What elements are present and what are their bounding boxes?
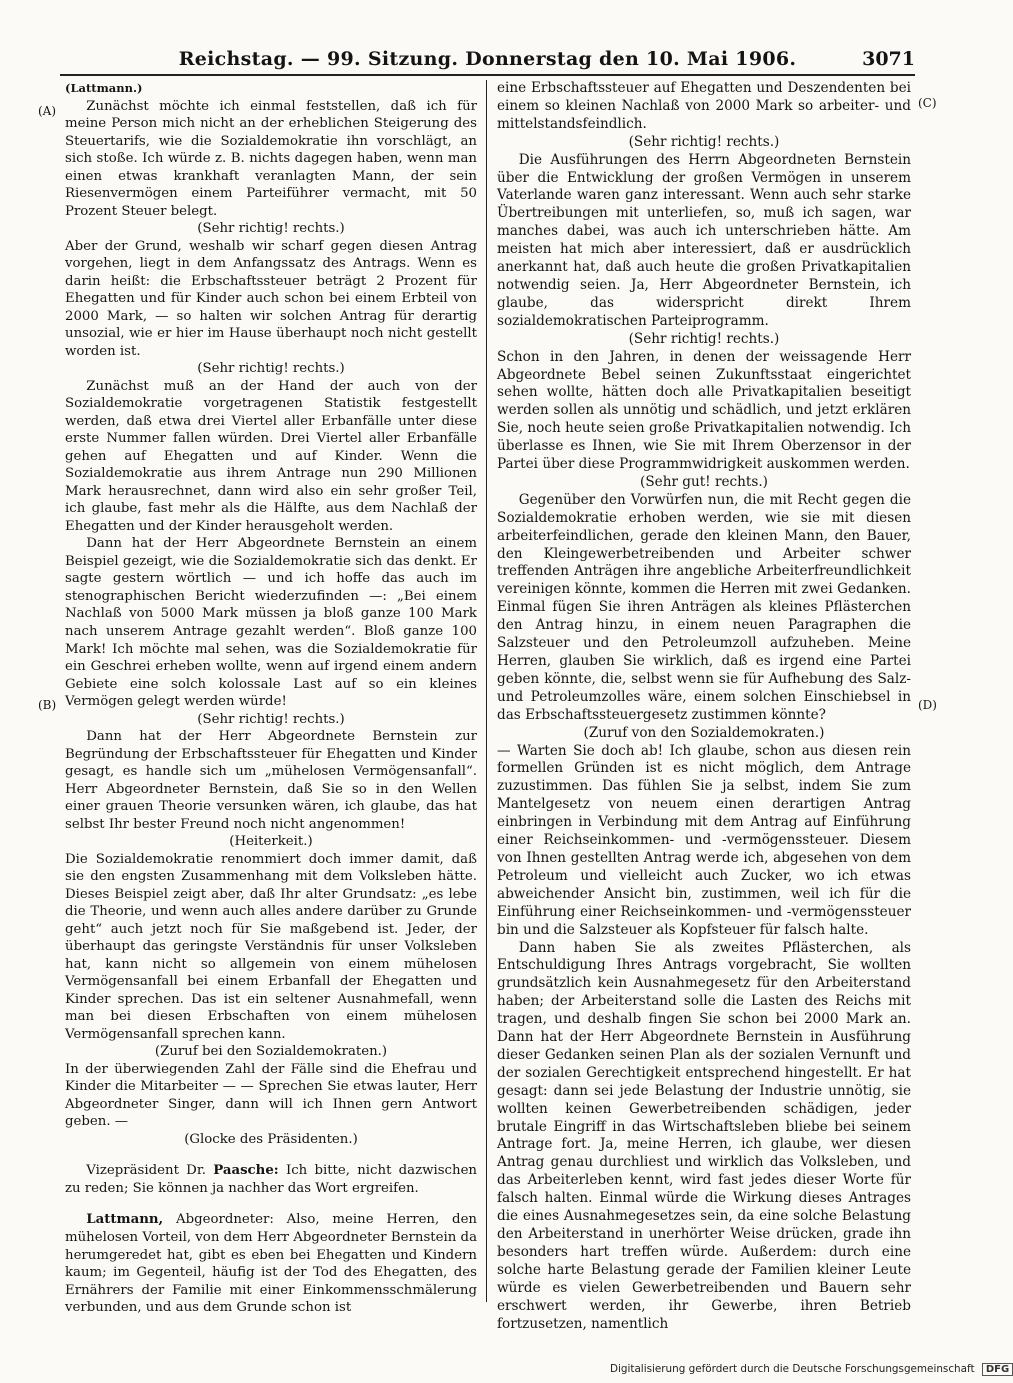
speaker-tag: (Lattmann.)	[65, 81, 143, 95]
header-title: Reichstag. — 99. Sitzung. Donnerstag den 10. Mai 1906.	[178, 48, 797, 70]
speaker-text: Abgeordneter: Also, meine Herren, den mühelosen Vorteil, von dem Herr Abgeordneter Bernstein da herumgeredet hat, gibt es eben bei Ehegatten und Kindern kaum; im Gegenteil, häufig ist der Tod des Ehegatten, des Ernährers der Familie mit einer Einkommensschmälerung verbunden, und aus dem Grunde schon ist	[65, 1212, 477, 1316]
reaction: (Sehr richtig! rechts.)	[628, 330, 780, 347]
dfg-logo: DFG	[982, 1363, 1013, 1376]
column-divider	[486, 80, 487, 1302]
speaker-paragraph	[65, 1211, 477, 1316]
vp-label: Vizepräsident Dr.	[86, 1163, 214, 1179]
page-number: 3071	[862, 48, 915, 70]
vp-text: Ich bitte, nicht dazwischen zu reden; Sie können ja nachher das Wort ergreifen.	[65, 1163, 477, 1196]
margin-marker-b: (B)	[38, 698, 57, 712]
paragraph: Zunächst möchte ich einmal feststellen, daß ich für meine Person mich nicht an der erheblichen Steigerung des Steuertarifs, wie die Sozialdemokratie ihn vorschlägt, an sich stoße. Ich würde z. B. nichts dagegen haben, wenn man einen etwas krankhaft veranlagten Mann, der sein Riesenvermögen einem Parteiführer vermacht, mit 50 Prozent Steuer belegt.	[65, 98, 477, 219]
right-column	[497, 80, 911, 1333]
paragraph: Gegenüber den Vorwürfen nun, die mit Recht gegen die Sozialdemokratie erhoben werden, wie sie mit diesen arbeiterfeindlichen, gerade den kleinen Mann, den Bauer, den Kleingewerbetreibenden und Arbeiter schwer treffenden Anträgen ihre angebliche Arbeiterfreundlichkeit vereinigen könnte, kommen die Herren mit zwei Gedanken. Einmal fügen Sie ihren Anträgen als kleines Pflästerchen den Antrag hinzu, in einem neuen Paragraphen die Salzsteuer und den Petroleumzoll aufzuheben. Meine Herren, glauben Sie wirklich, daß es irgend eine Partei geben könnte, die, selbst wenn sie für Aufhebung des Salz- und Petroleumzolles wäre, einem solchen Einschiebsel in das Erbschaftssteuergesetz zustimmen könnte?	[497, 491, 911, 723]
reaction: (Heiterkeit.)	[229, 834, 313, 850]
paragraph: In der überwiegenden Zahl der Fälle sind die Ehefrau und Kinder die Mitarbeiter — — Sprechen Sie etwas lauter, Herr Abgeordneter Singer, dann will ich Ihnen gern Antwort geben. —	[65, 1061, 477, 1130]
reaction: (Sehr richtig! rechts.)	[628, 133, 780, 150]
paragraph: — Warten Sie doch ab! Ich glaube, schon aus diesen rein formellen Gründen ist es nicht möglich, dem Antrage zuzustimmen. Das fühlen Sie ja selbst, indem Sie zum Mantelgesetz von neuem einen derartigen Antrag einbringen in Verbindung mit dem Antrag auf Einführung einer Reichseinkommen- und -vermögenssteuer. Diesem von Ihnen gestellten Antrag werde ich, abgesehen von dem Petroleum und vielleicht auch Zucker, wo ich etwas abweichender Ansicht bin, zustimmen, weil ich für die Einführung einer Reichseinkommen- und -vermögenssteuer bin und die Salzsteuer als Kopfsteuer für falsch halte.	[497, 742, 911, 938]
paragraph: Die Sozialdemokratie renommiert doch immer damit, daß sie den engsten Zusammenhang mit dem Volksleben hätte. Dieses Beispiel zeigt aber, daß Ihr alter Grundsatz: „es lebe die Theorie, und wenn auch alles andere darüber zu Grunde geht“ auch jetzt noch für Sie maßgebend ist. Jeder, der überhaupt das geringste Verständnis für unser Volksleben hat, kann nicht so allgemein von einem mühelosen Vermögensanfall bei einem Erbanfall der Ehegatten und Kinder sprechen. Das ist ein seltener Ausnahmefall, wenn man bei diesen Erbschaften von einem mühelosen Vermögensanfall sprechen kann.	[65, 851, 477, 1042]
paragraph: Dann hat der Herr Abgeordnete Bernstein an einem Beispiel gezeigt, wie die Sozialdemokratie sich das denkt. Er sagte gestern wörtlich — und ich hoffe das auch im stenographischen Bericht wiederzufinden —: „Bei einem Nachlaß von 5000 Mark müssen ja bloß ganze 100 Mark nach unserem Antrage gezahlt werden“. Bloß ganze 100 Mark! Ich möchte mal sehen, was die Sozialdemokratie für ein Geschrei erheben wollte, wenn auf irgend einem andern Gebiete eine solch kolossale Last auf so ein kleines Vermögen gelegt werden würde!	[65, 536, 477, 710]
paragraph: eine Erbschaftssteuer auf Ehegatten und Deszendenten bei einem so kleinen Nachlaß von 2000 Mark so arbeiter- und mittelstandsfeindlich.	[497, 80, 911, 132]
paragraph: Schon in den Jahren, in denen der weissagende Herr Abgeordnete Bebel seinen Zukunftsstaat eingerichtet sehen wollte, hätten doch alle Privatkapitalien beseitigt werden sollen als unnötig und schädlich, und jetzt erklären Sie, noch heute seien große Privatkapitalien notwendig. Ich überlasse es Ihnen, wie Sie mit Ihrem Oberzensor in der Partei über diese Programmwidrigkeit auskommen werden.	[497, 348, 911, 473]
reaction: (Glocke des Präsidenten.)	[184, 1131, 358, 1147]
footer-text: Digitalisierung gefördert durch die Deutsche Forschungsgemeinschaft	[610, 1363, 975, 1375]
reaction: (Sehr richtig! rechts.)	[197, 221, 345, 237]
paragraph: Zunächst muß an der Hand der auch von der Sozialdemokratie vorgetragenen Statistik festgestellt werden, daß etwa drei Viertel aller Erbanfälle unter diese erste Nummer fallen würden. Drei Viertel aller Erbanfälle gehen auf Ehegatten und auf Kinder. Wenn die Sozialdemokratie aus ihrem Antrage nun 290 Millionen Mark herausrechnet, dann wird also ein sehr großer Teil, ich glaube, fast mehr als die Hälfte, aus dem Nachlaß der Ehegatten und der Kinder herausgeholt werden.	[65, 378, 477, 534]
header-rule	[60, 74, 915, 76]
paragraph: Dann haben Sie als zweites Pflästerchen, als Entschuldigung Ihres Antrags vorgebracht, Sie wollten grundsätzlich kein Ausnahmegesetz für den Arbeiterstand haben; der Arbeiterstand solle die Lasten des Reichs mit tragen, und deshalb fingen Sie schon bei 2000 Mark an. Dann hat der Herr Abgeordnete Bernstein in Ausführung dieser Gedanken seinen Plan als der sozialen Vernunft und der sozialen Gerechtigkeit entsprechend hingestellt. Er hat gesagt: dann sei jede Belastung der Industrie unnötig, sie wollten keinen Gewerbetreibenden schädigen, jeder brutale Eingriff in das Wirtschaftsleben bliebe bei seinem Antrage fort. Ja, meine Herren, ich glaube, wer diesen Antrag genau durchliest und wirklich das Volksleben, und das Arbeiterleben kennt, wird fast jedes dieser Worte für falsch halten. Einmal würde die Wirkung dieses Antrages die eines Ausnahmegesetzes sein, da eine solche Belastung den Arbeiterstand in unerhörter Weise drücken, grade ihn besonders hart treffen würde. Außerdem: durch eine solche harte Belastung gerade der Familien kleiner Leute würde es vielen Gewerbetreibenden und Bauern sehr erschwert werden, ihr Gewerbe, ihren Betrieb fortzusetzen, namentlich	[497, 939, 911, 1332]
reaction: (Zuruf von den Sozialdemokraten.)	[583, 724, 825, 741]
speaker-name: Lattmann,	[86, 1212, 164, 1228]
margin-marker-a: (A)	[38, 104, 57, 118]
vp-name: Paasche:	[213, 1163, 279, 1179]
reaction: (Zuruf bei den Sozialdemokraten.)	[154, 1044, 388, 1060]
reaction: (Sehr gut! rechts.)	[640, 473, 768, 490]
margin-marker-d: (D)	[918, 698, 937, 712]
spacer	[65, 1197, 477, 1211]
page-header	[60, 48, 915, 72]
paragraph: Aber der Grund, weshalb wir scharf gegen diesen Antrag vorgehen, liegt in dem Anfangssatz des Antrags. Wenn es darin heißt: die Erbschaftssteuer beträgt 2 Prozent für Ehegatten und für Kinder auch schon bei einem Erbteil von 2000 Mark, — so halten wir solchen Antrag für derartig unsozial, wie er hier im Hause überhaupt noch nicht gestellt worden ist.	[65, 238, 477, 359]
left-column	[65, 80, 477, 1317]
margin-marker-c: (C)	[918, 96, 937, 110]
paragraph: Dann hat der Herr Abgeordnete Bernstein zur Begründung der Erbschaftssteuer für Ehegatten und Kinder gesagt, es handle sich um „mühelosen Vermögensanfall“. Herr Abgeordneter Bernstein, daß Sie so in den Wellen einer grauen Theorie versunken wären, ich glaube, das hat selbst Ihr bester Freund noch nicht angenommen!	[65, 729, 477, 832]
digitization-footer	[610, 1363, 1013, 1376]
spacer	[65, 1148, 477, 1162]
paragraph: Die Ausführungen des Herrn Abgeordneten Bernstein über die Entwicklung der großen Vermögen in unserem Vaterlande waren ganz interessant. Wenn auch sehr starke Übertreibungen mit unterliefen, so, muß ich sagen, war manches dabei, was auch ich unterschrieben hätte. Am meisten hat mich aber interessiert, daß er ausdrücklich anerkannt hat, daß auch heute die großen Privatkapitalien notwendig seien. Ja, Herr Abgeordneter Bernstein, ich glaube, das widerspricht direkt Ihrem sozialdemokratischen Parteiprogramm.	[497, 151, 911, 329]
reaction: (Sehr richtig! rechts.)	[197, 711, 345, 727]
vice-president-remark	[65, 1162, 477, 1197]
reaction: (Sehr richtig! rechts.)	[197, 361, 345, 377]
